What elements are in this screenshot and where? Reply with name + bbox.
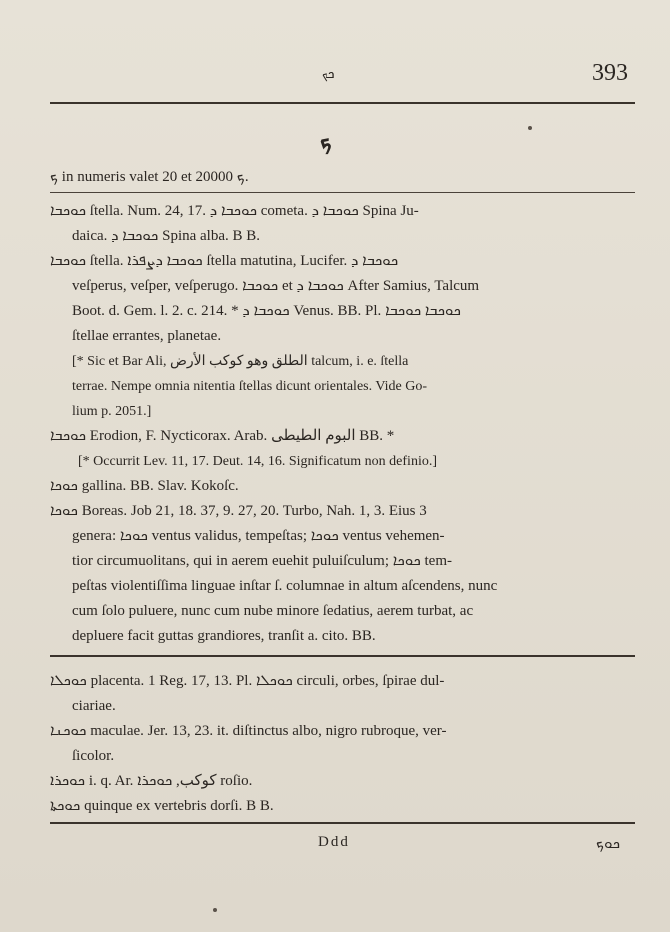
entry-line: ſicolor. xyxy=(72,748,115,764)
running-headword: ܟܟ xyxy=(322,66,335,82)
section-letter: ܟ xyxy=(320,128,332,154)
dictionary-content xyxy=(50,165,635,819)
catchword: ܟܘܟ xyxy=(596,834,620,852)
signature-mark: Ddd xyxy=(318,834,350,850)
dictionary-entry xyxy=(50,499,635,649)
page-number: 393 xyxy=(592,60,628,86)
entry-line: terrae. Nempe omnia nitentia ſtellas dicunt orientales. Vide Go- xyxy=(72,379,428,394)
dictionary-entry xyxy=(50,199,635,249)
entry-line: ܟܘܟܒܐ ſtella. Num. 24, 17. ܟܘܟܒܐ ܕ cometa. ܟܘܟܒܐ ܕ Spina Ju- xyxy=(50,203,419,219)
dictionary-entry xyxy=(50,769,635,794)
dictionary-entry xyxy=(50,249,635,424)
entry-line: ܟܘܟܢܐ maculae. Jer. 13, 23. it. diſtinctus albo, nigro rubroque, ver- xyxy=(50,723,447,739)
header-rule xyxy=(50,102,635,104)
page-footer xyxy=(0,834,670,864)
entry-line: [* Occurrit Lev. 11, 17. Deut. 14, 16. Significatum non definio.] xyxy=(78,454,437,469)
entry-line: [* Sic et Bar Ali, الطلق وهو كوكب الأرض talcum, i. e. ſtella xyxy=(72,354,409,369)
entry-separator xyxy=(50,192,635,195)
entry-line: ܟܘܟܒܐ Erodion, F. Nycticorax. Arab. البوم الطيطى BB. * xyxy=(50,428,395,444)
entry-line: ܟܘܟܒܐ ſtella. ܟܘܟܒܐ ܕܨܦܪܐ ſtella matutina, Lucifer. ܟܘܟܒܐ ܕ xyxy=(50,253,399,269)
entry-line: veſperus, veſper, veſperugo. ܟܘܟܒܐ et ܟܘܟܒܐ ܕ After Samius, Talcum xyxy=(72,278,480,294)
entry-separator xyxy=(50,655,635,661)
entry-line: cum ſolo puluere, nunc cum nube minore ſedatius, aerem turbat, ac xyxy=(72,603,474,619)
entry-line: genera: ܟܘܟܐ ventus validus, tempeſtas; ܟܘܟܐ ventus vehemen- xyxy=(72,528,445,544)
entry-line: tior circumuolitans, qui in aerem euehit puluiſculum; ܟܘܟܐ tem- xyxy=(72,553,452,569)
entry-line: lium p. 2051.] xyxy=(72,404,152,419)
ink-spot xyxy=(528,126,532,130)
entry-line: ciariae. xyxy=(72,698,116,714)
entry-line: ܟܘܟܬܐ quinque ex vertebris dorſi. B B. xyxy=(50,798,274,814)
entry-line: ſtellae errantes, planetae. xyxy=(72,328,222,344)
dictionary-entry xyxy=(50,165,635,190)
dictionary-entry xyxy=(50,474,635,499)
ink-spot xyxy=(213,908,217,912)
dictionary-entry xyxy=(50,424,635,474)
dictionary-entry xyxy=(50,719,635,769)
entry-line: ܟܘܟܪܐ i. q. Ar. كوكب, ܟܘܟܪܐ roſio. xyxy=(50,773,253,789)
entry-line: ܟܘܟܐ Boreas. Job 21, 18. 37, 9. 27, 20. Turbo, Nah. 1, 3. Eius 3 xyxy=(50,503,427,519)
entry-line: peſtas violentiſſima linguae inſtar ſ. columnae in altum aſcendens, nunc xyxy=(72,578,498,594)
entry-line: daica. ܟܘܟܒܐ ܕ Spina alba. B B. xyxy=(72,228,261,244)
entry-line: ܟܘܟܠܐ placenta. 1 Reg. 17, 13. Pl. ܟܘܟܠܐ circuli, orbes, ſpirae dul- xyxy=(50,673,445,689)
running-head xyxy=(0,60,670,90)
entry-line: Boot. d. Gem. l. 2. c. 214. * ܟܘܟܒܐ ܕ Venus. BB. Pl. ܟܘܟܒܐ ܟܘܟܒܐ xyxy=(72,303,461,319)
footer-rule xyxy=(50,822,635,824)
entry-line: ܟܘܟܐ gallina. BB. Slav. Kokoſc. xyxy=(50,478,239,494)
entry-line: depluere facit guttas grandiores, tranſit a. cito. BB. xyxy=(72,628,376,644)
dictionary-entry xyxy=(50,794,635,819)
dictionary-entry xyxy=(50,669,635,719)
entry-line: ܟ in numeris valet 20 et ܟ 20000. xyxy=(50,169,249,185)
